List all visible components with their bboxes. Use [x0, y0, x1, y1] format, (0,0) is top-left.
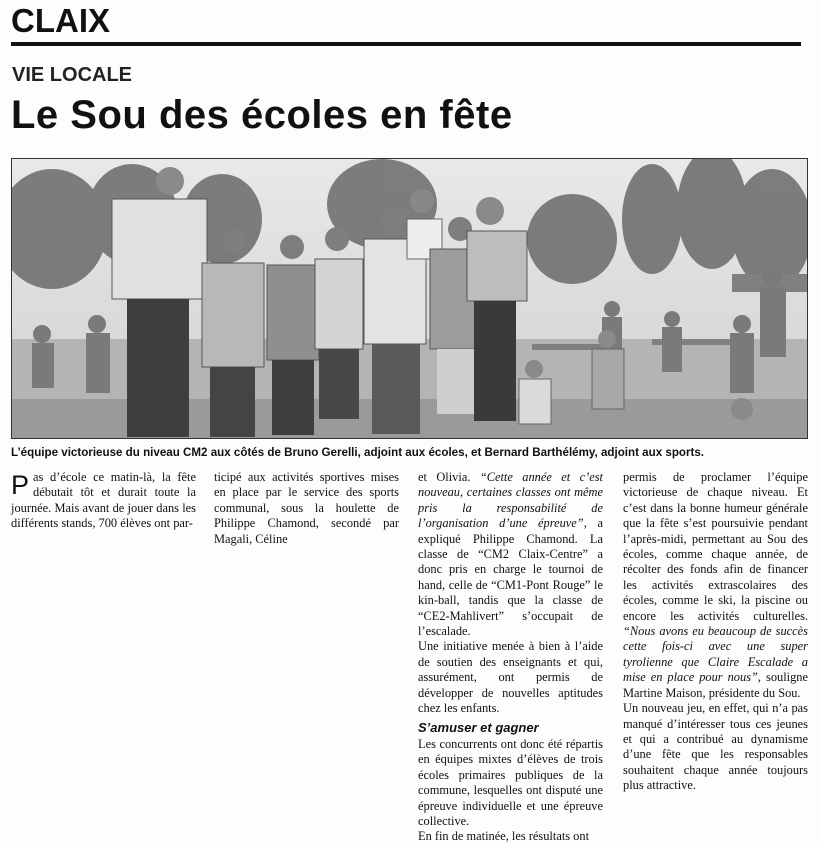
drop-cap: P [11, 470, 30, 500]
paragraph-new-game: Un nouveau jeu, en effet, qui n’a pas manqué d’intéresser tous ces jeunes et qui a contribué au dynamisme d’une fête que les responsables souhaitent chaque année toujours plus attractive. [623, 701, 808, 793]
article-column-3 [418, 470, 603, 845]
article-column-2 [214, 470, 399, 547]
paragraph-intro-end: et Olivia. [418, 470, 480, 484]
photo-caption: L’équipe victorieuse du niveau CM2 aux côtés de Bruno Gerelli, adjoint aux écoles, et Bernard Barthélémy, adjoint aux sports. [11, 446, 705, 459]
paragraph-competitors: Les concurrents ont donc été répartis en équipes mixtes d’élèves de trois écoles primaires publiques de la commune, lesquelles ont disputé une épreuve individuelle et une épreuve collective. [418, 736, 603, 828]
article-headline: Le Sou des écoles en fête [11, 93, 513, 137]
paragraph-results-text: permis de proclamer l’équipe victorieuse de chaque niveau. Et c’est dans la bonne humeur générale que la fête s’est poursuivie pendant l’après-midi, permettant au Sou des écoles, comme chaque année, de récolter des fonds afin de financer les activités extrascolaires des écoles, comme le ski, la piscine ou encore les activités culturelles. [623, 470, 808, 623]
article-subhead: S’amuser et gagner [418, 719, 539, 735]
paragraph-intro-text: as d’école ce matin-là, la fête débutait tôt et durait toute la journée. Mais avant de jouer dans les différents stands, 700 élèves ont par- [11, 470, 196, 531]
quote-success: “Nous avons eu beaucoup de succès cette fois-ci avec une super tyrolienne que Claire Escalade a mise en place pour nous” [623, 624, 808, 685]
rubric-label: VIE LOCALE [12, 64, 133, 86]
article-photo [11, 158, 808, 439]
quote-organisation: “Cette année et c’est nouveau, certaines classes ont même pris la responsabilité de l’organisation d’une épreuve” [418, 470, 603, 531]
paragraph-organisation [418, 470, 603, 639]
paragraph-organisation-text: , a expliqué Philippe Chamond. La classe de “CM2 Claix-Centre” a donc pris en charge le tournoi de hand, celle de “CM1-Pont Rouge” le kin-ball, tandis que la classe de “CE2-Mahlivert” s’occupait de l’escalade. [418, 516, 603, 639]
header-rule [11, 42, 801, 46]
paragraph-results: En fin de matinée, les résultats ont [418, 829, 590, 844]
paragraph-intro-continued: ticipé aux activités sportives mises en place par le service des sports communal, sous la houlette de Philippe Chamond, secondé par Magali, Céline [214, 470, 399, 546]
paragraph-initiative: Une initiative menée à bien à l’aide de soutien des enseignants et qui, assurément, ont permis de développer de nouvelles aptitudes chez les enfants. [418, 639, 603, 716]
photo-illustration [12, 159, 808, 439]
article-column-4 [623, 470, 808, 794]
paragraph-intro [11, 470, 196, 532]
section-title: CLAIX [11, 2, 110, 39]
paragraph-president: , souligne Martine Maison, présidente du Sou. [623, 670, 808, 700]
paragraph-results-continued [623, 470, 808, 701]
article-column-1 [11, 470, 196, 532]
